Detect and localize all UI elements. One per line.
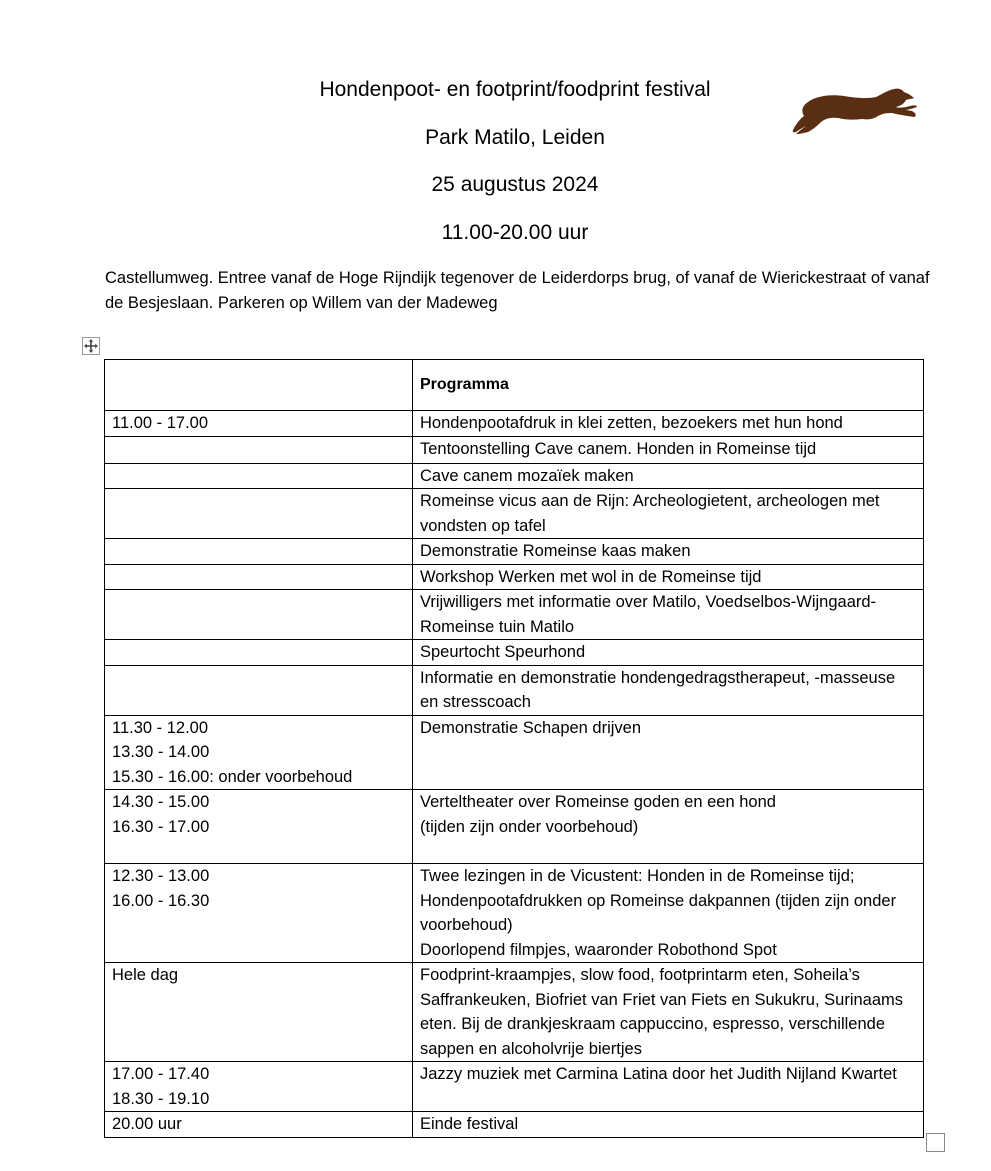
program-cell xyxy=(413,564,924,590)
program-line: Twee lezingen in de Vicustent: Honden in de Romeinse tijd; Hondenpootafdrukken op Romeinse dakpannen (tijden zijn onder voorbehoud) xyxy=(420,867,897,934)
program-line: Hondenpootafdruk in klei zetten, bezoekers met hun hond xyxy=(420,414,843,432)
time-line: 12.30 - 13.00 xyxy=(112,867,210,885)
time-line: 11.30 - 12.00 xyxy=(112,718,209,737)
program-line: Jazzy muziek met Carmina Latina door het Judith Nijland Kwartet xyxy=(420,1065,897,1083)
program-cell xyxy=(413,665,924,715)
festival-location: Park Matilo, Leiden xyxy=(425,126,605,149)
table-row xyxy=(105,436,924,463)
program-line: Informatie en demonstratie hondengedragstherapeut, -masseuse en stresscoach xyxy=(420,668,896,711)
table-row xyxy=(105,411,924,437)
time-cell xyxy=(105,489,413,539)
time-line: 16.00 - 16.30 xyxy=(112,891,210,910)
table-row xyxy=(105,539,924,565)
program-line: Einde festival xyxy=(420,1115,519,1133)
program-line: Workshop Werken met wol in de Romeinse tijd xyxy=(420,567,762,586)
time-line: 16.30 - 17.00 xyxy=(112,817,210,836)
festival-hours: 11.00-20.00 uur xyxy=(441,221,589,244)
time-line: 11.00 - 17.00 xyxy=(112,414,209,432)
table-row xyxy=(105,1062,924,1112)
program-cell xyxy=(413,489,924,539)
program-cell xyxy=(413,963,924,1062)
program-line: Doorlopend filmpjes, waaronder Robothond Spot xyxy=(420,940,777,959)
program-cell xyxy=(413,463,924,489)
table-row xyxy=(105,963,924,1062)
time-cell xyxy=(105,564,413,590)
program-line: Romeinse vicus aan de Rijn: Archeologietent, archeologen met vondsten op tafel xyxy=(420,492,880,535)
move-table-icon[interactable] xyxy=(82,337,100,355)
table-row xyxy=(105,1112,924,1138)
table-row xyxy=(105,564,924,590)
program-cell xyxy=(413,539,924,565)
time-cell xyxy=(105,864,413,963)
time-cell xyxy=(105,463,413,489)
program-cell xyxy=(413,1112,924,1138)
time-cell xyxy=(105,590,413,640)
program-line: (tijden zijn onder voorbehoud) xyxy=(420,817,639,836)
festival-title: Hondenpoot- en footprint/foodprint festival xyxy=(319,78,711,101)
running-dog-icon xyxy=(790,86,918,136)
program-cell xyxy=(413,640,924,666)
time-cell xyxy=(105,436,413,463)
program-line: Tentoonstelling Cave canem. Honden in Romeinse tijd xyxy=(420,439,817,458)
time-cell xyxy=(105,1112,413,1138)
time-cell xyxy=(105,640,413,666)
program-cell xyxy=(413,864,924,963)
table-row xyxy=(105,864,924,963)
time-cell xyxy=(105,539,413,565)
program-line: Speurtocht Speurhond xyxy=(420,643,586,661)
table-row xyxy=(105,715,924,790)
table-row xyxy=(105,640,924,666)
program-cell xyxy=(413,590,924,640)
time-line: 14.30 - 15.00 xyxy=(112,793,210,811)
table-row xyxy=(105,489,924,539)
program-line: Vrijwilligers met informatie over Matilo, Voedselbos-Wijngaard-Romeinse tuin Matilo xyxy=(420,593,877,636)
time-cell xyxy=(105,665,413,715)
program-table xyxy=(104,359,924,1138)
intro-paragraph: Castellumweg. Entree vanaf de Hoge Rijndijk tegenover de Leiderdorps brug, of vanaf de Wierickestraat of vanaf de Besjeslaan. Parkeren op Willem van der Madeweg xyxy=(105,269,930,312)
table-header-row xyxy=(105,360,924,411)
time-line: 20.00 uur xyxy=(112,1115,182,1133)
time-line: 15.30 - 16.00: onder voorbehoud xyxy=(112,767,353,786)
time-cell xyxy=(105,1062,413,1112)
program-line: Foodprint-kraampjes, slow food, footprintarm eten, Soheila’s Saffrankeuken, Biofriet van Friet van Fiets en Sukukru, Surinaams eten. Bij de drankjeskraam cappuccino, espresso, verschillende sappen en alcoholvrije biertjes xyxy=(420,966,904,1058)
header-time-cell xyxy=(105,360,413,411)
program-line: Cave canem mozaïek maken xyxy=(420,466,634,485)
time-line: 17.00 - 17.40 xyxy=(112,1065,210,1083)
program-line: Verteltheater over Romeinse goden en een hond xyxy=(420,793,776,811)
table-row xyxy=(105,665,924,715)
program-cell xyxy=(413,1062,924,1112)
resize-table-handle[interactable] xyxy=(926,1133,945,1152)
table-row xyxy=(105,463,924,489)
time-cell xyxy=(105,790,413,864)
time-cell xyxy=(105,963,413,1062)
program-cell xyxy=(413,411,924,437)
header-program-cell: Programma xyxy=(413,360,924,411)
program-line: Demonstratie Romeinse kaas maken xyxy=(420,542,691,560)
festival-date: 25 augustus 2024 xyxy=(431,173,599,196)
time-line: Hele dag xyxy=(112,966,179,984)
program-line: Demonstratie Schapen drijven xyxy=(420,718,642,737)
time-line: 13.30 - 14.00 xyxy=(112,743,210,761)
time-line: 18.30 - 19.10 xyxy=(112,1089,210,1108)
program-cell xyxy=(413,436,924,463)
time-cell xyxy=(105,715,413,790)
time-cell xyxy=(105,411,413,437)
table-row xyxy=(105,590,924,640)
table-row xyxy=(105,790,924,864)
program-cell xyxy=(413,790,924,864)
program-cell xyxy=(413,715,924,790)
